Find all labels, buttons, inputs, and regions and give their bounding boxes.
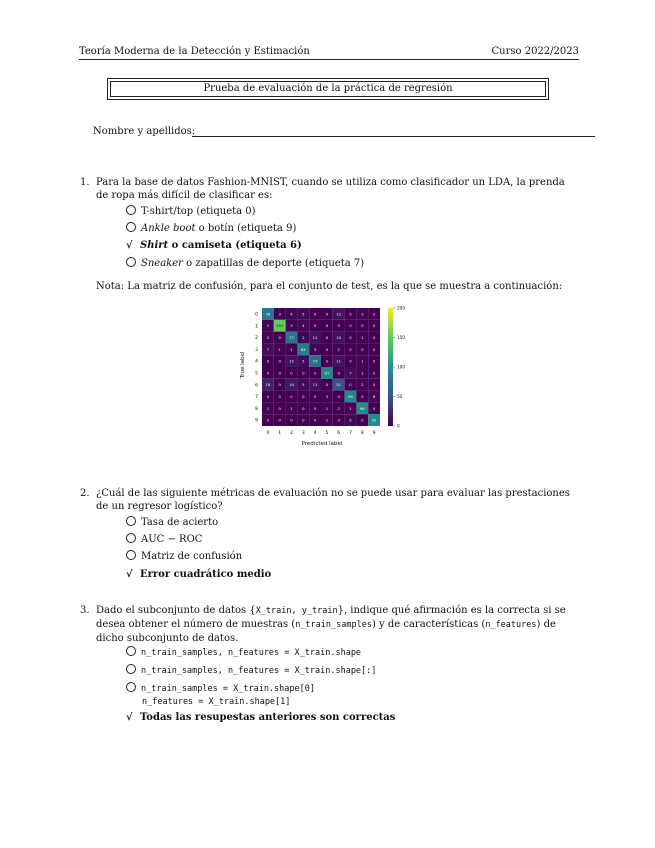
course-year: Curso 2022/2023 — [491, 46, 579, 57]
cell-value-label: 5 — [349, 417, 352, 423]
confusion-matrix-chart — [238, 302, 418, 447]
checkmark-icon: √ — [126, 569, 133, 580]
cell-value-label: 1 — [361, 335, 364, 340]
colorbar-tick-label: 200 — [397, 305, 405, 311]
cell-value-label: 4 — [302, 323, 305, 329]
cell-value-label: 2 — [337, 405, 340, 411]
cell-value-label: 0 — [325, 382, 329, 388]
q3-option-3[interactable]: n_train_samples = X_train.shape[0] — [126, 682, 315, 696]
cell-value-label: 1 — [325, 417, 329, 423]
cell-value-label: 0 — [278, 405, 281, 411]
cell-value-label: 151 — [276, 323, 284, 329]
cell-value-label: 2 — [266, 335, 270, 340]
cell-value-label: 3 — [290, 323, 293, 329]
cell-value-label: 0 — [266, 394, 270, 399]
y-tick-label: 1 — [255, 324, 258, 330]
name-field-line[interactable] — [192, 136, 595, 137]
radio-icon[interactable] — [126, 205, 136, 215]
cell-value-label: 0 — [349, 382, 352, 388]
checkmark-icon: √ — [126, 712, 133, 723]
cell-value-label: 0 — [349, 346, 352, 352]
cell-value-label: 0 — [337, 394, 340, 399]
cell-value-label: 1 — [290, 346, 293, 352]
cell-value-label: 7 — [266, 346, 270, 352]
cell-value-label: 0 — [349, 358, 352, 364]
cell-value-label: 1 — [349, 405, 352, 411]
cell-value-label: 0 — [337, 370, 340, 376]
cell-value-label: 0 — [349, 335, 352, 340]
x-tick-label: 3 — [301, 431, 305, 436]
radio-icon[interactable] — [126, 516, 136, 526]
y-axis-label: True label — [240, 351, 246, 379]
cell-value-label: 2 — [337, 346, 340, 352]
x-tick-label: 6 — [337, 431, 341, 436]
q1-option-2[interactable]: Ankle boot o botín (etiqueta 9) — [126, 222, 296, 235]
x-tick-label: 2 — [290, 431, 293, 436]
cell-value-label: 94 — [348, 394, 353, 399]
question-number: 1. — [80, 177, 90, 188]
cell-value-label: 0 — [372, 346, 376, 352]
q3-option-2[interactable]: n_train_samples, n_features = X_train.shape[:] — [126, 664, 376, 678]
cell-value-label: 3 — [278, 311, 281, 317]
x-tick-label: 4 — [313, 431, 317, 436]
cell-value-label: 1 — [278, 346, 281, 352]
y-tick-label: 4 — [255, 359, 258, 365]
cell-value-label: 95 — [371, 417, 377, 423]
y-tick-label: 9 — [255, 418, 258, 424]
cell-value-label: 0 — [302, 417, 305, 423]
cell-value-label: 14 — [289, 382, 294, 388]
cell-value-label: 51 — [336, 382, 342, 388]
q1-option-1[interactable]: T-shirt/top (etiqueta 0) — [126, 205, 256, 218]
cell-value-label: 0 — [302, 394, 305, 399]
x-tick-label: 9 — [372, 431, 376, 436]
cell-value-label: 5 — [302, 358, 305, 364]
cell-value-label: 1 — [361, 370, 364, 376]
cell-value-label: 5 — [302, 311, 305, 317]
cell-value-label: 0 — [372, 382, 376, 388]
cell-value-label: 12 — [336, 311, 342, 317]
cell-value-label: 3 — [325, 394, 329, 399]
question-number: 2. — [80, 488, 90, 499]
question-text: ¿Cuál de las siguiente métricas de evaluación no se puede usar para evaluar las prestaciones de un regresor logístico? — [96, 488, 570, 512]
x-axis-label: Predicted label — [301, 441, 343, 447]
q2-option-1[interactable]: Tasa de acierto — [126, 516, 218, 529]
cell-value-label: 7 — [349, 370, 352, 376]
cell-value-label: 0 — [313, 323, 317, 329]
cell-value-label: 0 — [361, 394, 364, 399]
cell-value-label: 12 — [289, 358, 294, 364]
cell-value-label: 1 — [266, 323, 270, 329]
radio-icon[interactable] — [126, 682, 136, 692]
cell-value-label: 0 — [290, 370, 293, 376]
q3-option-1[interactable]: n_train_samples, n_features = X_train.shape — [126, 646, 361, 660]
cell-value-label: 3 — [361, 311, 364, 317]
q3-option-3-line-2: n_features = X_train.shape[1] — [142, 697, 291, 707]
cell-value-label: 11 — [336, 358, 342, 364]
cell-value-label: 4 — [290, 311, 293, 317]
q2-option-2[interactable]: AUC − ROC — [126, 533, 202, 546]
cell-value-label: 0 — [266, 370, 270, 376]
q3-option-4[interactable]: √ Todas las resupestas anteriores son correctas — [126, 712, 396, 723]
cell-value-label: 0 — [349, 311, 352, 317]
q1-note: Nota: La matriz de confusión, para el conjunto de test, es la que se muestra a continuación: — [96, 281, 563, 292]
x-tick-label: 8 — [360, 431, 364, 436]
cell-value-label: 0 — [278, 358, 281, 364]
q1-option-3[interactable]: √ Shirt o camiseta (etiqueta 6) — [126, 240, 302, 251]
colorbar-tick-label: 150 — [397, 335, 405, 340]
y-tick-label: 7 — [255, 395, 258, 401]
cell-value-label: 0 — [313, 370, 317, 376]
y-tick-label: 5 — [255, 371, 258, 377]
y-tick-label: 6 — [255, 383, 258, 389]
q1-option-4[interactable]: Sneaker o zapatillas de deporte (etiqueta 7) — [126, 257, 364, 270]
cell-value-label: 0 — [325, 323, 329, 329]
cell-value-label: 96 — [359, 405, 365, 411]
cell-value-label: 0 — [349, 323, 352, 329]
cell-value-label: 0 — [337, 323, 340, 329]
cell-value-label: 0 — [278, 382, 281, 388]
colorbar-tick-label: 50 — [397, 394, 403, 399]
cell-value-label: 0 — [372, 335, 376, 340]
name-label: Nombre y apellidos: — [93, 126, 196, 137]
course-name: Teoría Moderna de la Detección y Estimación — [79, 46, 310, 57]
cell-value-label: 0 — [278, 394, 281, 399]
question-number: 3. — [80, 605, 90, 616]
cell-value-label: 0 — [372, 311, 376, 317]
colorbar — [388, 308, 393, 426]
cell-value-label: 0 — [372, 405, 376, 411]
cell-value-label: 11 — [312, 335, 318, 340]
y-tick-label: 2 — [255, 336, 258, 342]
colorbar-tick-label: 0 — [397, 423, 400, 429]
cell-value-label: 0 — [266, 417, 270, 423]
cell-value-label: 2 — [302, 335, 305, 340]
cell-value-label: 0 — [278, 417, 281, 423]
cell-value-label: 0 — [337, 417, 340, 423]
x-tick-label: 1 — [278, 431, 282, 436]
cell-value-label: 0 — [372, 358, 376, 364]
page-header — [79, 46, 579, 57]
cell-value-label: 84 — [300, 346, 306, 352]
y-tick-label: 8 — [255, 406, 258, 412]
checkmark-icon: √ — [126, 240, 133, 251]
cell-value-label: 18 — [265, 382, 271, 388]
y-tick-label: 0 — [255, 312, 258, 318]
cell-value-label: 77 — [289, 335, 294, 340]
cell-value-label: 78 — [265, 311, 271, 317]
cell-value-label: 1 — [325, 405, 329, 411]
cell-value-label: 2 — [361, 382, 364, 388]
cell-value-label: 91 — [324, 370, 330, 376]
cell-value-label: 0 — [302, 405, 305, 411]
y-tick-label: 3 — [255, 347, 258, 353]
radio-icon[interactable] — [126, 257, 136, 267]
exam-title: Prueba de evaluación de la práctica de regresión — [110, 81, 546, 97]
x-tick-label: 5 — [325, 431, 329, 436]
x-tick-label: 0 — [266, 431, 270, 436]
q2-option-3[interactable]: Matriz de confusión — [126, 550, 242, 563]
question-text: Dado el subconjunto de datos {X_train, y_train}, indique qué afirmación es la correcta si se desea obtener el número de muestras (n_train_samples) y de características (n_features) de dicho subconjunto de datos. — [96, 605, 566, 644]
cell-value-label: 0 — [290, 417, 293, 423]
cell-value-label: 0 — [266, 358, 270, 364]
cell-value-label: 0 — [325, 311, 329, 317]
cell-value-label: 0 — [361, 323, 364, 329]
x-tick-label: 7 — [349, 431, 352, 436]
cell-value-label: 0 — [313, 417, 317, 423]
cell-value-label: 10 — [336, 335, 342, 340]
radio-icon[interactable] — [126, 550, 136, 560]
cell-value-label: 2 — [372, 370, 376, 376]
cell-value-label: 1 — [266, 405, 270, 411]
cell-value-label: 0 — [361, 346, 364, 352]
cell-value-label: 0 — [278, 370, 281, 376]
cell-value-label: 0 — [361, 417, 364, 423]
cell-value-label: 3 — [313, 346, 317, 352]
cell-value-label: 0 — [313, 405, 317, 411]
cell-value-label: 1 — [290, 405, 293, 411]
cell-value-label: 6 — [372, 394, 376, 399]
cell-value-label: 11 — [312, 382, 318, 388]
radio-icon[interactable] — [126, 222, 136, 232]
cell-value-label: 0 — [278, 335, 281, 340]
cell-value-label: 1 — [361, 358, 364, 364]
cell-value-label: 0 — [313, 311, 317, 317]
radio-icon[interactable] — [126, 646, 136, 656]
cell-value-label: 73 — [312, 358, 318, 364]
cell-value-label: 0 — [302, 370, 305, 376]
cell-value-label: 0 — [313, 394, 317, 399]
radio-icon[interactable] — [126, 533, 136, 543]
cell-value-label: 0 — [325, 335, 329, 340]
q2-option-4[interactable]: √ Error cuadrático medio — [126, 569, 272, 580]
header-rule — [79, 59, 579, 60]
cell-value-label: 0 — [290, 394, 293, 399]
radio-icon[interactable] — [126, 664, 136, 674]
question-text: Para la base de datos Fashion-MNIST, cuando se utiliza como clasificador un LDA, la prenda de ropa más difícil de clasificar es: — [96, 177, 565, 201]
colorbar-tick-label: 100 — [397, 364, 405, 370]
title-box — [107, 78, 549, 100]
cell-value-label: 0 — [325, 358, 329, 364]
cell-value-label: 0 — [372, 323, 376, 329]
cell-value-label: 0 — [325, 346, 329, 352]
cell-value-label: 5 — [302, 382, 305, 388]
